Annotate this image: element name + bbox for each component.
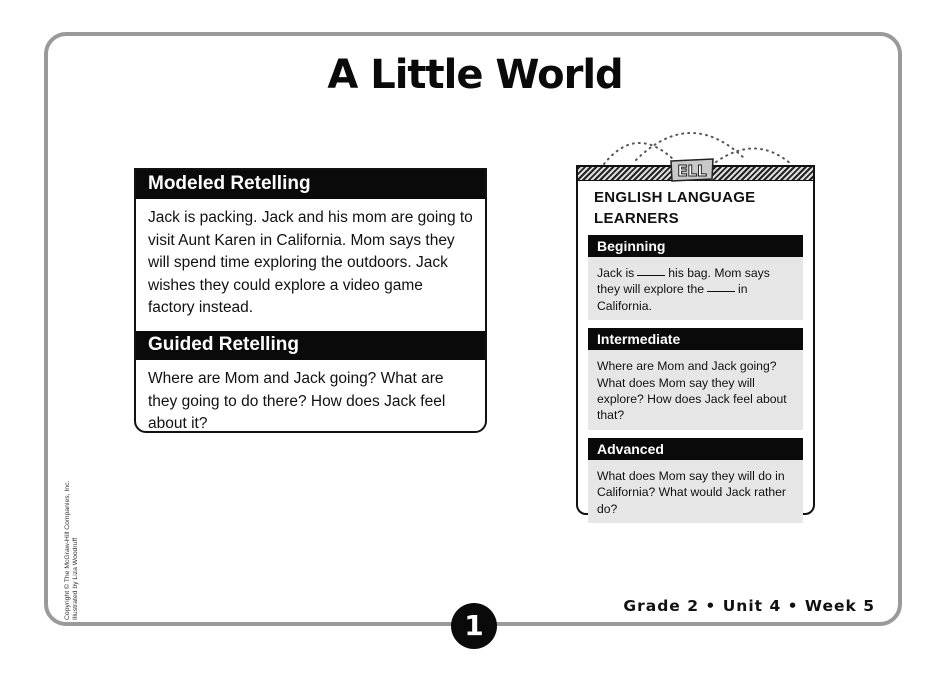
- beginning-text: [588, 257, 803, 320]
- retelling-card: [134, 168, 487, 433]
- guided-retelling-heading: Guided Retelling: [136, 331, 485, 360]
- page-number-badge: 1: [451, 603, 497, 649]
- advanced-text: What does Mom say they will do in California? What would Jack rather do?: [588, 460, 803, 523]
- advanced-heading: Advanced: [588, 438, 803, 460]
- modeled-retelling-text: Jack is packing. Jack and his mom are going to visit Aunt Karen in California. Mom says they will spend time exploring the outdoors. Jack wishes they could explore a video game factory instead.: [148, 209, 473, 316]
- copyright-line: Copyright © The McGraw-Hill Companies, Inc.: [64, 480, 71, 620]
- beginning-text-part3: in California.: [597, 282, 748, 313]
- beginning-heading: Beginning: [588, 235, 803, 257]
- modeled-retelling-heading: Modeled Retelling: [136, 170, 485, 199]
- grade-unit-week: Grade 2 • Unit 4 • Week 5: [623, 597, 875, 615]
- fill-in-blank: [707, 291, 735, 292]
- page-title: A Little World: [327, 52, 623, 98]
- ell-card: [576, 165, 815, 515]
- guided-retelling-text: Where are Mom and Jack going? What are they going to do there? How does Jack feel about it?: [148, 370, 446, 432]
- beginning-text-part1: Jack is: [597, 266, 635, 280]
- ell-badge-text: ELL: [677, 162, 707, 180]
- beginning-text-part2: his bag. Mom says they will explore the: [597, 266, 770, 297]
- ell-title: ENGLISH LANGUAGE LEARNERS: [594, 189, 756, 227]
- ell-badge-icon: [668, 157, 716, 183]
- fill-in-blank: [637, 275, 665, 276]
- copyright-notice: [64, 481, 80, 620]
- intermediate-heading: Intermediate: [588, 328, 803, 350]
- intermediate-text: Where are Mom and Jack going? What does Mom say they will explore? How does Jack feel about that?: [588, 350, 803, 430]
- illustrator-credit: Illustrated by Liza Woodruff: [72, 537, 79, 620]
